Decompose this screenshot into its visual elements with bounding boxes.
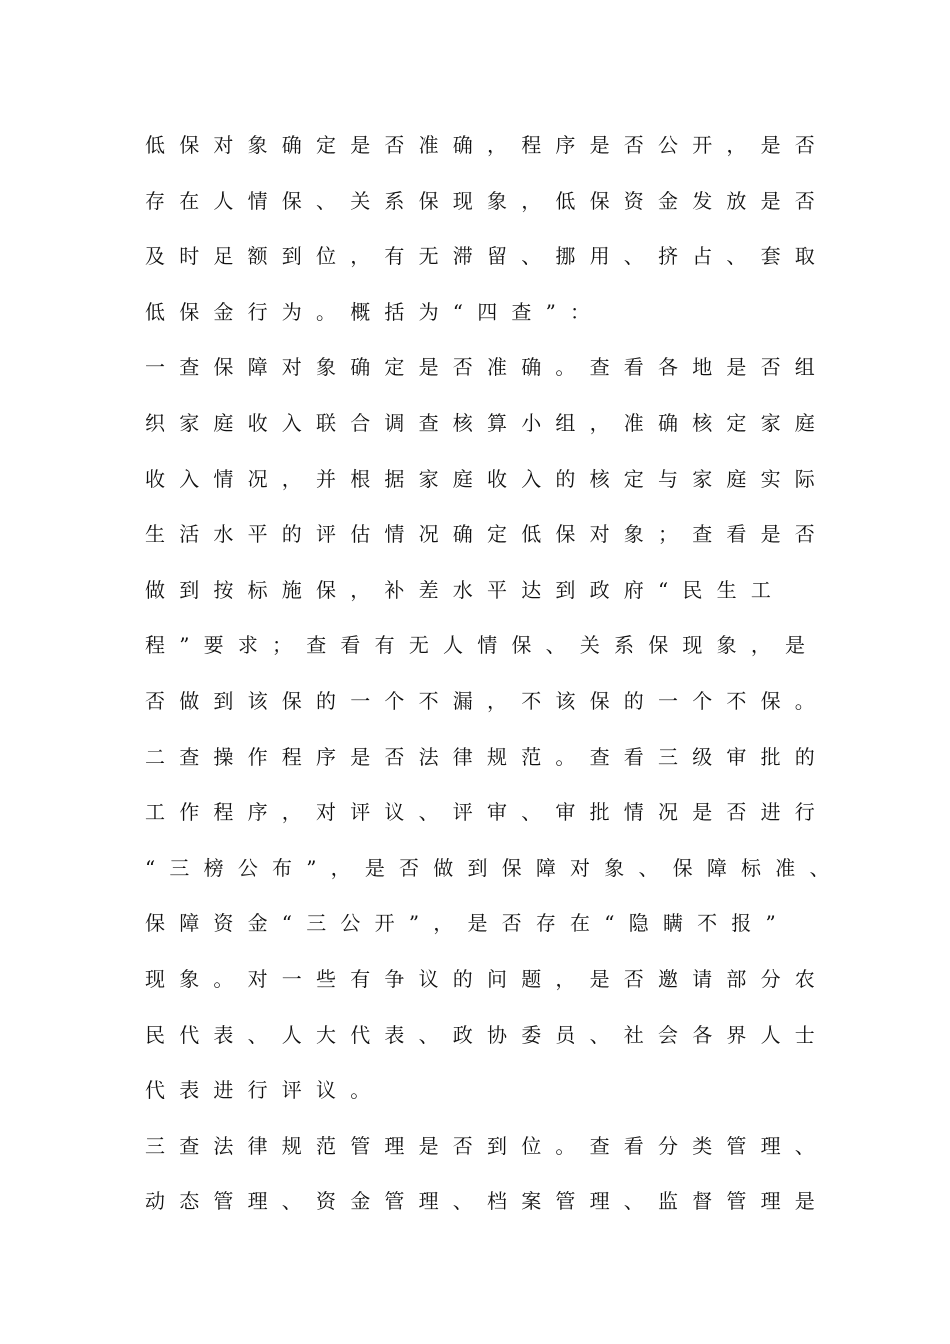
text-line: 否做到该保的一个不漏，不该保的一个不保。 [145, 688, 829, 713]
text-line: 存在人情保、关系保现象，低保资金发放是否 [145, 188, 829, 213]
body-text [145, 128, 845, 1240]
text-line: 现象。对一些有争议的问题，是否邀请部分农 [145, 966, 829, 991]
text-line: “三榜公布”，是否做到保障对象、保障标准、 [145, 855, 844, 880]
text-line: 收入情况，并根据家庭收入的核定与家庭实际 [145, 466, 829, 491]
text-line: 及时足额到位，有无滞留、挪用、挤占、套取 [145, 244, 829, 269]
text-line: 工作程序，对评议、评审、审批情况是否进行 [145, 800, 829, 825]
text-line: 做到按标施保，补差水平达到政府“民生工 [145, 577, 786, 602]
text-line: 织家庭收入联合调查核算小组，准确核定家庭 [145, 410, 829, 435]
text-line: 生活水平的评估情况确定低保对象；查看是否 [145, 522, 829, 547]
text-line: 一查保障对象确定是否准确。查看各地是否组 [145, 355, 829, 380]
text-line: 民代表、人大代表、政协委员、社会各界人士 [145, 1022, 829, 1047]
text-line: 程”要求；查看有无人情保、关系保现象，是 [145, 633, 820, 658]
text-line: 低保对象确定是否准确，程序是否公开，是否 [145, 133, 829, 157]
text-line: 二查操作程序是否法律规范。查看三级审批的 [145, 744, 829, 769]
text-line: 动态管理、资金管理、档案管理、监督管理是 [145, 1189, 829, 1214]
text-line: 代表进行评议。 [145, 1078, 385, 1103]
text-line: 低保金行为。概括为“四查”： [145, 299, 605, 324]
text-line: 保障资金“三公开”，是否存在“隐瞒不报” [145, 911, 790, 936]
text-line: 三查法律规范管理是否到位。查看分类管理、 [145, 1133, 829, 1158]
